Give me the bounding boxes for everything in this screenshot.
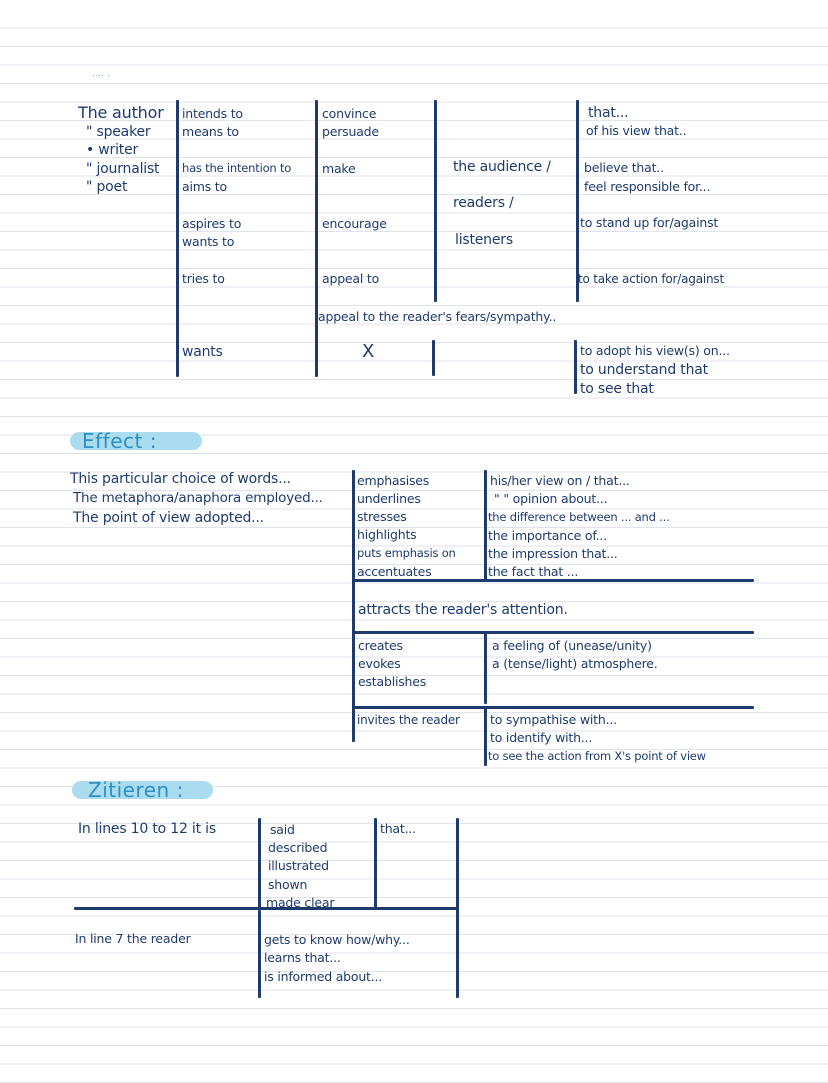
effect-verb-3: stresses bbox=[357, 509, 407, 524]
effect-verb-4: highlights bbox=[357, 527, 417, 542]
verb-wants-2: wants bbox=[182, 344, 223, 360]
effect-invites-object-2: to identify with... bbox=[490, 730, 593, 745]
action-persuade: persuade bbox=[322, 124, 379, 139]
effect-object-3: the difference between ... and ... bbox=[488, 510, 670, 524]
effect-attracts: attracts the reader's attention. bbox=[358, 602, 568, 618]
zitieren-divider-1 bbox=[258, 818, 261, 908]
zitieren-verb-said: said bbox=[270, 822, 295, 837]
audience-line-3: listeners bbox=[455, 232, 513, 248]
ending-stand-up: to stand up for/against bbox=[580, 215, 719, 230]
zitieren-divider-4 bbox=[258, 910, 261, 998]
ending-take-action: to take action for/against bbox=[578, 272, 724, 286]
verb-tries: tries to bbox=[182, 271, 225, 286]
subject-writer: • writer bbox=[86, 142, 139, 158]
effect-rule-3 bbox=[352, 706, 754, 709]
appeal-row-text: appeal to the reader's fears/sympathy.. bbox=[318, 309, 557, 324]
ending-feel-responsible: feel responsible for... bbox=[584, 179, 711, 194]
zitieren-lines-subject: In lines 10 to 12 it is bbox=[78, 821, 216, 837]
effect-divider-3 bbox=[484, 632, 487, 704]
effect-subject-1: This particular choice of words... bbox=[70, 471, 291, 487]
effect-verb-2: underlines bbox=[357, 491, 421, 506]
action-convince: convince bbox=[322, 106, 377, 121]
subject-journalist: " journalist bbox=[86, 161, 160, 177]
verb-has-intention: has the intention to bbox=[182, 161, 292, 175]
wants-ending-2: to understand that bbox=[580, 362, 708, 378]
effect-create-verb-1: creates bbox=[358, 638, 403, 653]
ending-that: that... bbox=[588, 105, 629, 121]
top-table-divider-2 bbox=[315, 100, 318, 377]
action-appeal: appeal to bbox=[322, 271, 380, 286]
wants-ending-3: to see that bbox=[580, 381, 654, 397]
verb-intends: intends to bbox=[182, 106, 243, 121]
verb-means: means to bbox=[182, 124, 239, 139]
verb-wants: wants to bbox=[182, 234, 235, 249]
effect-invites-object-1: to sympathise with... bbox=[490, 712, 617, 727]
zitieren-line7-verb-3: is informed about... bbox=[264, 969, 383, 984]
top-table-divider-3 bbox=[434, 100, 437, 302]
top-table-divider-3b bbox=[432, 340, 435, 376]
effect-divider-4 bbox=[484, 708, 487, 766]
effect-create-verb-2: evokes bbox=[358, 656, 401, 671]
effect-verb-5: puts emphasis on bbox=[357, 546, 456, 560]
effect-object-4: the importance of... bbox=[488, 528, 607, 543]
top-table-divider-4b bbox=[574, 340, 577, 394]
ending-of-his-view: of his view that.. bbox=[586, 123, 687, 138]
zitieren-verb-made-clear: made clear bbox=[266, 895, 335, 910]
effect-create-object-1: a feeling of (unease/unity) bbox=[492, 638, 652, 653]
effect-object-5: the impression that... bbox=[488, 546, 618, 561]
effect-divider-2 bbox=[484, 470, 487, 582]
cross-mark: X bbox=[362, 341, 375, 362]
ending-believe: believe that.. bbox=[584, 160, 664, 175]
effect-verb-1: emphasises bbox=[357, 473, 430, 488]
audience-line-2: readers / bbox=[453, 195, 514, 211]
zitieren-divider-2 bbox=[374, 818, 377, 908]
subject-author: The author bbox=[78, 103, 164, 122]
action-encourage: encourage bbox=[322, 216, 387, 231]
audience-line-1: the audience / bbox=[453, 159, 551, 175]
effect-object-2: " " opinion about... bbox=[494, 491, 608, 506]
zitieren-line7-verb-1: gets to know how/why... bbox=[264, 932, 410, 947]
zitieren-line7-verb-2: learns that... bbox=[264, 950, 341, 965]
effect-object-6: the fact that ... bbox=[488, 564, 579, 579]
zitieren-heading: Zitieren : bbox=[88, 778, 184, 802]
verb-aims: aims to bbox=[182, 179, 227, 194]
effect-rule-2 bbox=[352, 631, 754, 634]
effect-invites: invites the reader bbox=[357, 713, 460, 727]
effect-subject-2: The metaphora/anaphora employed... bbox=[73, 490, 323, 506]
effect-heading: Effect : bbox=[82, 429, 157, 453]
zitieren-line7-subject: In line 7 the reader bbox=[75, 931, 191, 946]
effect-create-verb-3: establishes bbox=[358, 674, 427, 689]
zitieren-verb-described: described bbox=[268, 840, 328, 855]
action-make: make bbox=[322, 161, 356, 176]
effect-subject-3: The point of view adopted... bbox=[73, 510, 264, 526]
top-scribble: ···· · bbox=[92, 71, 110, 82]
zitieren-verb-illustrated: illustrated bbox=[268, 858, 329, 873]
effect-divider-1 bbox=[352, 470, 355, 742]
zitieren-that: that... bbox=[380, 821, 416, 836]
effect-verb-6: accentuates bbox=[357, 564, 432, 579]
wants-ending-1: to adopt his view(s) on... bbox=[580, 343, 730, 358]
zitieren-verb-shown: shown bbox=[268, 877, 308, 892]
effect-rule-1 bbox=[352, 579, 754, 582]
subject-poet: " poet bbox=[86, 179, 128, 195]
effect-object-1: his/her view on / that... bbox=[490, 473, 630, 488]
effect-create-object-2: a (tense/light) atmosphere. bbox=[492, 656, 658, 671]
verb-aspires: aspires to bbox=[182, 216, 242, 231]
subject-speaker: " speaker bbox=[86, 124, 151, 140]
top-table-divider-1 bbox=[176, 100, 179, 377]
effect-invites-object-3: to see the action from X's point of view bbox=[488, 749, 706, 763]
